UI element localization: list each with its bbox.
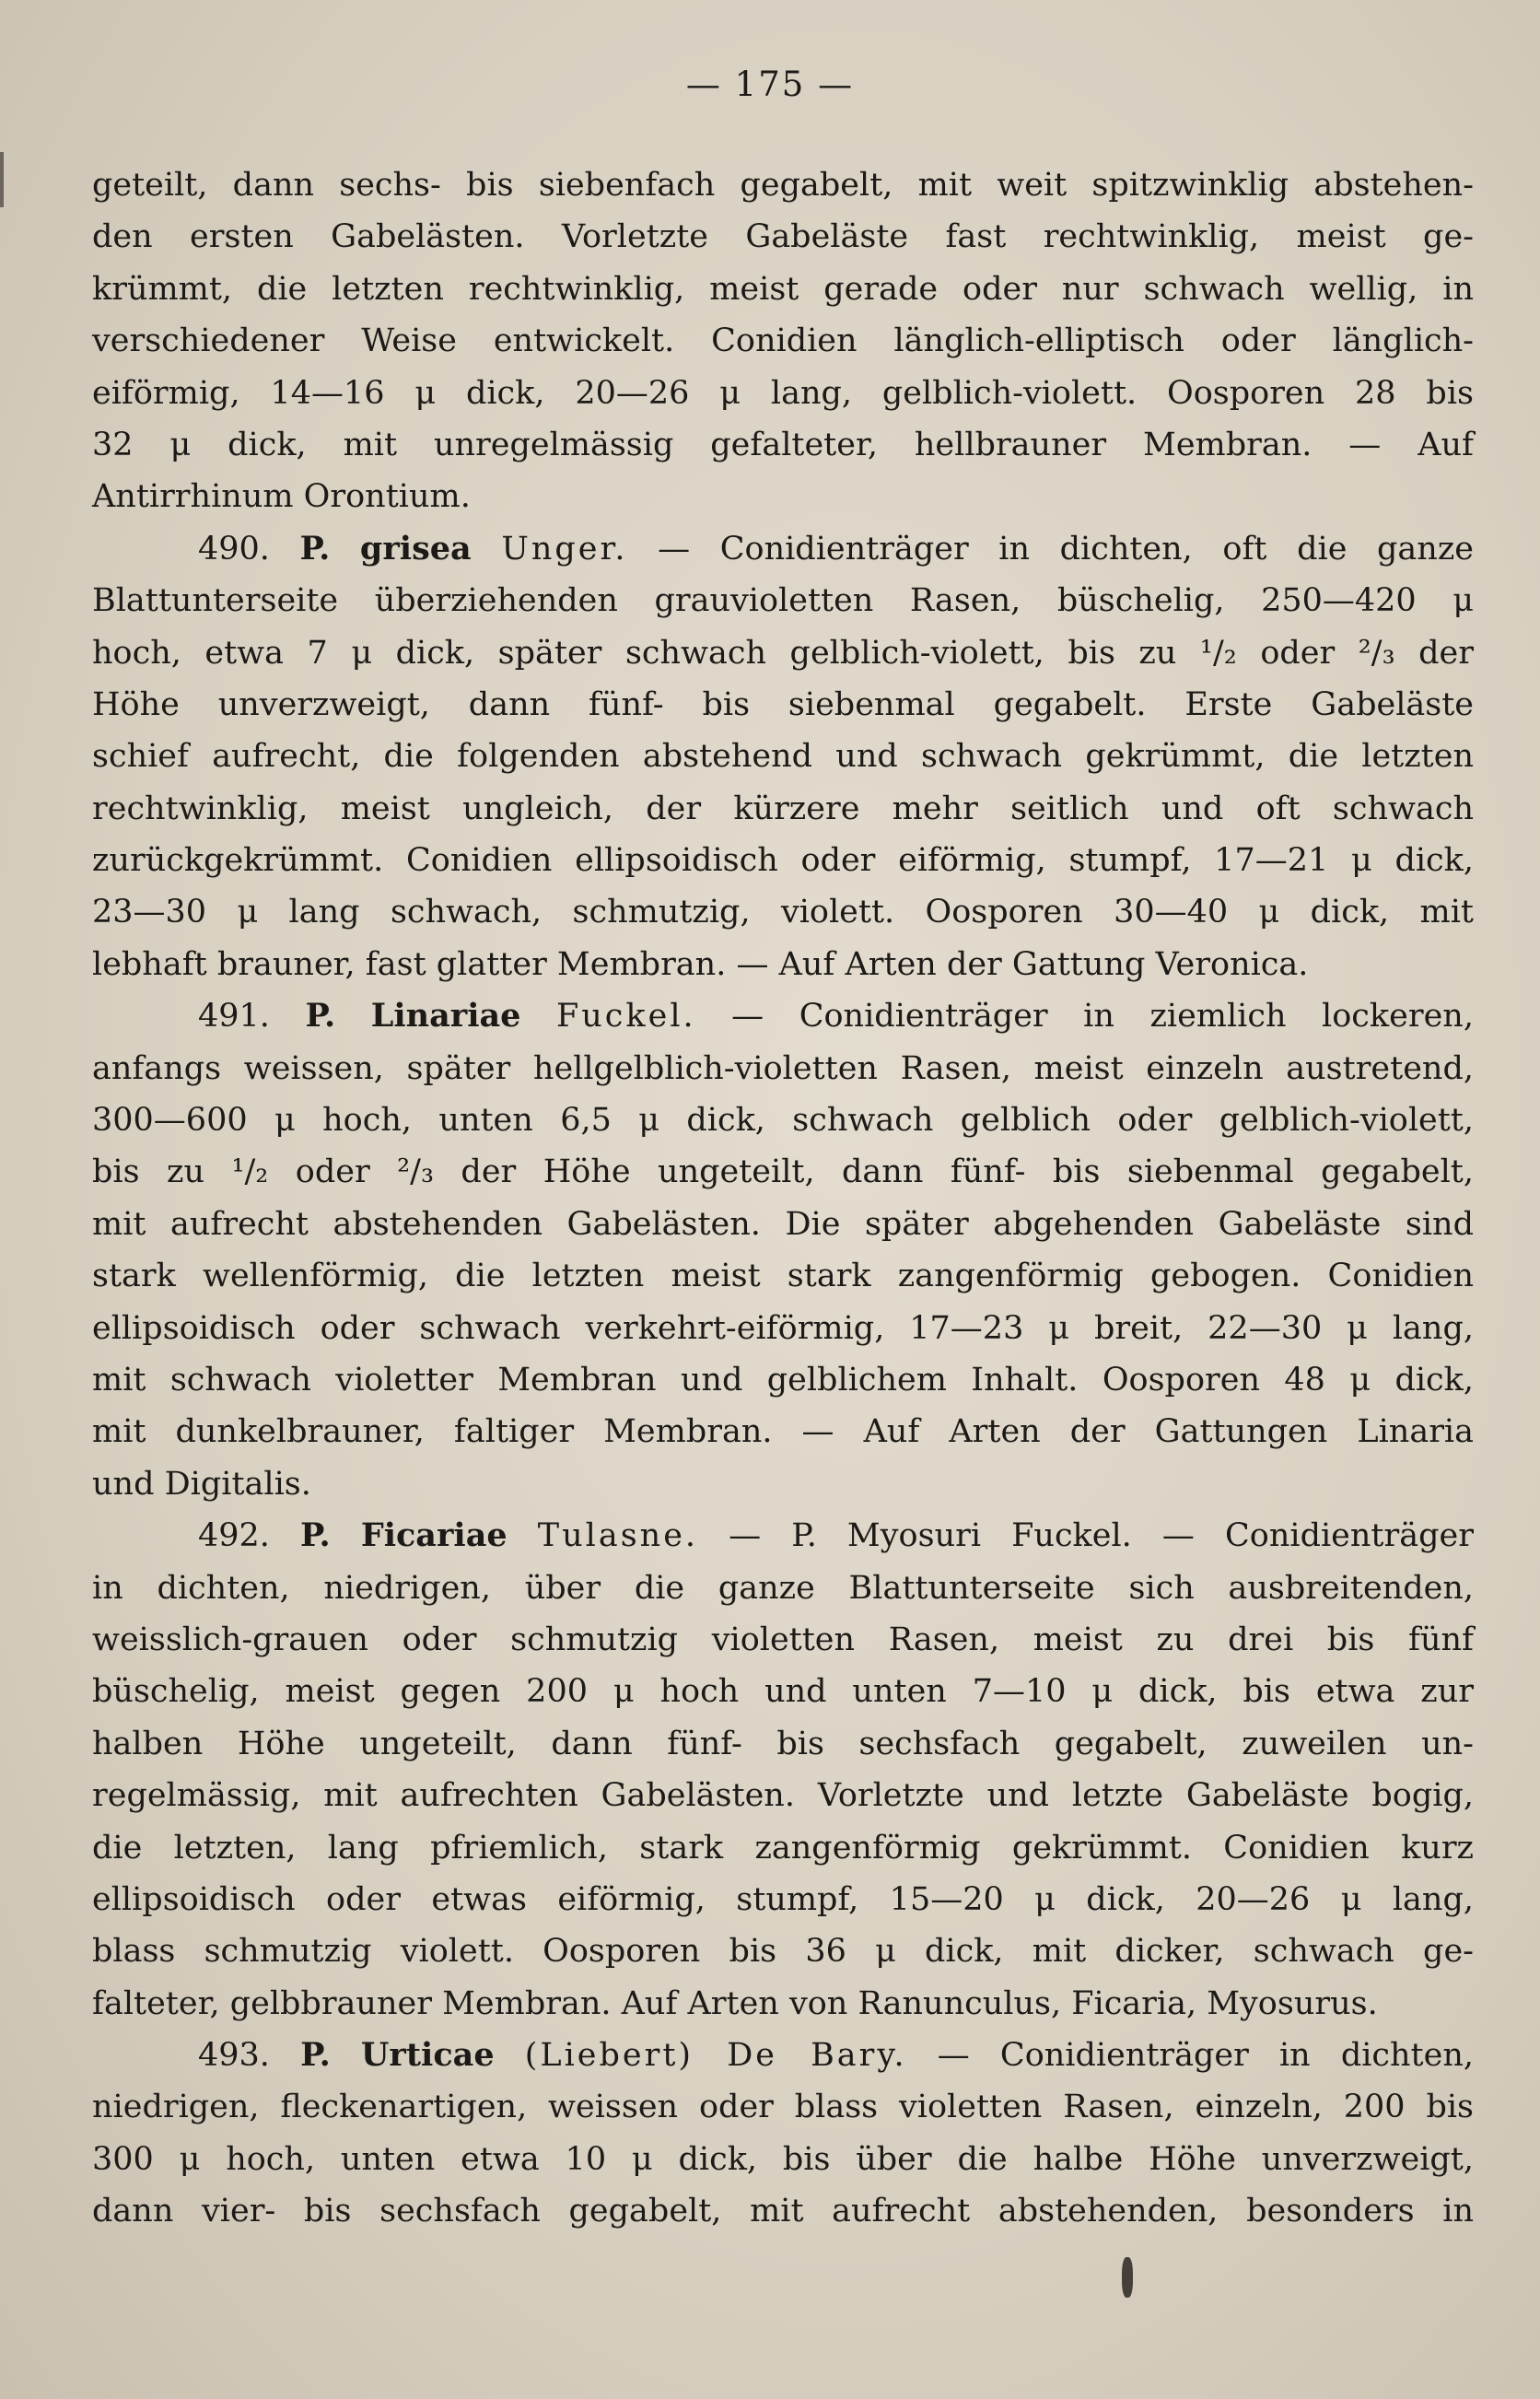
page-edge-shadow — [0, 152, 4, 207]
body-text — [92, 159, 1474, 2238]
line-text: dann vier- bis sechsfach gegabelt, mit aufrecht abstehenden, besonders in — [92, 2193, 1474, 2230]
line-text: 23—30 μ lang schwach, schmutzig, violett. Oosporen 30—40 μ dick, mit — [92, 894, 1474, 931]
author-citation: Fuckel. — [555, 998, 696, 1036]
text-line — [92, 1978, 1474, 2030]
line-text: und Digitalis. — [92, 1465, 311, 1503]
line-text: ellipsoidisch oder etwas eiförmig, stumpf, 15—20 μ dick, 20—26 μ lang, — [92, 1880, 1474, 1918]
line-text: weisslich-grauen oder schmutzig violetten Rasen, meist zu drei bis fünf — [92, 1621, 1474, 1658]
text-line — [92, 679, 1474, 731]
entry-heading-line — [92, 1510, 1474, 1562]
genus-abbrev: P. — [300, 2036, 331, 2075]
line-text: verschiedener Weise entwickelt. Conidien länglich-elliptisch oder länglich- — [92, 322, 1474, 360]
author-citation: Tulasne. — [537, 1517, 699, 1555]
text-line — [92, 1146, 1474, 1198]
text-line — [92, 627, 1474, 679]
ink-blot — [1122, 2257, 1133, 2298]
line-text: den ersten Gabelästen. Vorletzte Gabeläste fast rechtwinklig, meist ge- — [92, 218, 1474, 256]
text-line — [92, 1562, 1474, 1614]
species-name: Urticae — [360, 2036, 495, 2075]
page-number: — 175 — — [685, 64, 855, 104]
text-line — [92, 2081, 1474, 2133]
text-line — [92, 575, 1474, 626]
entry-number: 490. — [198, 530, 270, 568]
line-text: büschelig, meist gegen 200 μ hoch und unten 7—10 μ dick, bis etwa zur — [92, 1673, 1474, 1711]
text-line — [92, 263, 1474, 315]
line-text: anfangs weissen, später hellgelblich-violetten Rasen, meist einzeln austretend, — [92, 1049, 1474, 1087]
text-line — [92, 1822, 1474, 1874]
line-text: Höhe unverzweigt, dann fünf- bis siebenmal gegabelt. Erste Gabeläste — [92, 685, 1474, 723]
line-text: in dichten, niedrigen, über die ganze Blattunterseite sich ausbreitenden, — [92, 1569, 1474, 1607]
author-citation: (Liebert) De Bary. — [524, 2037, 907, 2075]
text-line — [92, 1666, 1474, 1717]
line-text: mit dunkelbrauner, faltiger Membran. — Auf Arten der Gattungen Linaria — [92, 1413, 1474, 1451]
author-citation: Unger. — [501, 530, 628, 568]
line-text: — P. Myosuri Fuckel. — Conidienträger — [729, 1517, 1474, 1555]
line-text: mit schwach violetter Membran und gelblichem Inhalt. Oosporen 48 μ dick, — [92, 1361, 1474, 1398]
text-line — [92, 886, 1474, 938]
line-text: ellipsoidisch oder schwach verkehrt-eiförmig, 17—23 μ breit, 22—30 μ lang, — [92, 1309, 1474, 1347]
text-line — [92, 1770, 1474, 1821]
species-name: grisea — [359, 529, 472, 568]
line-text: eiförmig, 14—16 μ dick, 20—26 μ lang, gelblich-violett. Oosporen 28 bis — [92, 374, 1474, 412]
entry-number: 491. — [198, 998, 270, 1036]
text-line — [92, 1718, 1474, 1770]
line-text: lebhaft brauner, fast glatter Membran. — Auf Arten der Gattung Veronica. — [92, 945, 1309, 983]
line-text: 300 μ hoch, unten etwa 10 μ dick, bis über die halbe Höhe unverzweigt, — [92, 2140, 1474, 2178]
entry-number: 493. — [198, 2037, 270, 2075]
text-line — [92, 939, 1474, 990]
line-text: Blattunterseite überziehenden grauvioletten Rasen, büschelig, 250—420 μ — [92, 582, 1474, 620]
line-text: halben Höhe ungeteilt, dann fünf- bis sechsfach gegabelt, zuweilen un- — [92, 1725, 1474, 1762]
text-line — [92, 368, 1474, 419]
species-name: Linariae — [370, 997, 521, 1036]
text-line — [92, 731, 1474, 782]
entry-heading-line — [92, 523, 1474, 575]
text-line — [92, 1094, 1474, 1146]
text-line — [92, 1354, 1474, 1406]
text-line — [92, 211, 1474, 263]
genus-abbrev: P. — [300, 1516, 331, 1555]
line-text: geteilt, dann sechs- bis siebenfach gegabelt, mit weit spitzwinklig abstehen- — [92, 167, 1474, 204]
line-text: regelmässig, mit aufrechten Gabelästen. Vorletzte und letzte Gabeläste bogig, — [92, 1777, 1474, 1815]
line-text: blass schmutzig violett. Oosporen bis 36 μ dick, mit dicker, schwach ge- — [92, 1933, 1474, 1971]
line-text: stark wellenförmig, die letzten meist stark zangenförmig gebogen. Conidien — [92, 1258, 1474, 1295]
text-line — [92, 2185, 1474, 2237]
line-text: rechtwinklig, meist ungleich, der kürzere mehr seitlich und oft schwach — [92, 790, 1474, 827]
text-line — [92, 159, 1474, 211]
text-line — [92, 1043, 1474, 1094]
line-text: bis zu ¹/₂ oder ²/₃ der Höhe ungeteilt, dann fünf- bis siebenmal gegabelt, — [92, 1153, 1474, 1191]
entry-heading-line — [92, 990, 1474, 1042]
text-line — [92, 1303, 1474, 1354]
text-line — [92, 1614, 1474, 1666]
line-text: falteter, gelbbrauner Membran. Auf Arten von Ranunculus, Ficaria, Myosurus. — [92, 1984, 1378, 2022]
species-name: Ficariae — [360, 1516, 508, 1555]
text-line — [92, 835, 1474, 886]
line-text: Antirrhinum Orontium. — [92, 478, 471, 516]
line-text: schief aufrecht, die folgenden abstehend und schwach gekrümmt, die letzten — [92, 738, 1474, 776]
line-text: krümmt, die letzten rechtwinklig, meist gerade oder nur schwach wellig, in — [92, 270, 1474, 308]
text-line — [92, 783, 1474, 835]
text-line — [92, 2134, 1474, 2185]
genus-abbrev: P. — [305, 997, 336, 1036]
text-line — [92, 315, 1474, 367]
line-text: 32 μ dick, mit unregelmässig gefalteter, hellbrauner Membran. — Auf — [92, 426, 1474, 463]
text-line — [92, 1874, 1474, 1925]
text-line — [92, 1199, 1474, 1250]
entry-number: 492. — [198, 1517, 270, 1555]
line-text: — Conidienträger in ziemlich lockeren, — [731, 998, 1474, 1036]
line-text: hoch, etwa 7 μ dick, später schwach gelblich-violett, bis zu ¹/₂ oder ²/₃ der — [92, 634, 1474, 672]
text-line — [92, 471, 1474, 522]
line-text: — Conidienträger in dichten, oft die ganze — [658, 530, 1474, 568]
text-line — [92, 1925, 1474, 1977]
line-text: mit aufrecht abstehenden Gabelästen. Die später abgehenden Gabeläste sind — [92, 1205, 1474, 1243]
line-text: zurückgekrümmt. Conidien ellipsoidisch oder eiförmig, stumpf, 17—21 μ dick, — [92, 842, 1474, 880]
text-line — [92, 1458, 1474, 1510]
line-text: 300—600 μ hoch, unten 6,5 μ dick, schwach gelblich oder gelblich-violett, — [92, 1102, 1474, 1140]
line-text: — Conidienträger in dichten, — [937, 2037, 1475, 2075]
text-line — [92, 1250, 1474, 1302]
entry-heading-line — [92, 2030, 1474, 2081]
text-line — [92, 419, 1474, 471]
text-line — [92, 1406, 1474, 1457]
genus-abbrev: P. — [299, 529, 331, 568]
line-text: niedrigen, fleckenartigen, weissen oder blass violetten Rasen, einzeln, 200 bis — [92, 2089, 1474, 2126]
line-text: die letzten, lang pfriemlich, stark zangenförmig gekrümmt. Conidien kurz — [92, 1829, 1474, 1867]
